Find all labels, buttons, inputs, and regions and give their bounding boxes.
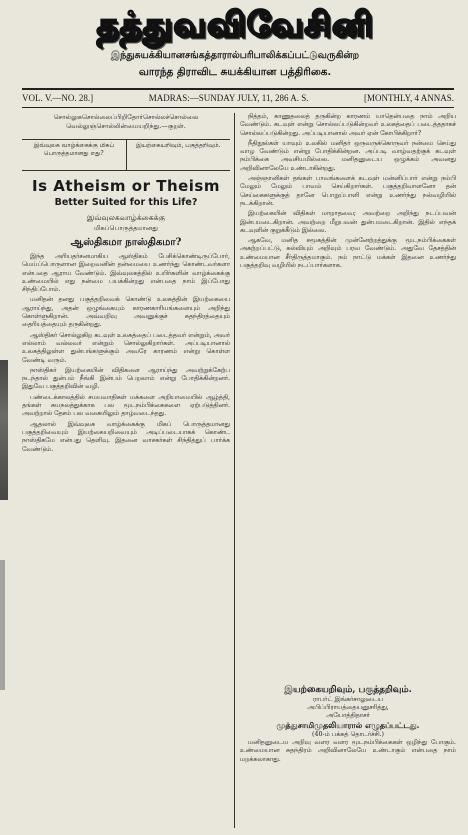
series-header xyxy=(240,685,456,739)
paragraph: மனிதனுடைய அறிவு வளர வளர மூடநம்பிக்கைகள் ஒழிந்து போகும். உண்மையான சுதந்திரம் அறிவினாலேயே உண்டாகும் என்பதை நாம் மறக்கலாகாது. xyxy=(240,739,456,763)
series-line-2: அபிப்பிராயத்தையனுசரித்து, xyxy=(307,704,389,711)
quote-box xyxy=(22,140,230,171)
masthead-subtitle: இந்துசுயக்கியானசங்கத்தாரால்பரிபாலிக்கப்பட்டுவருகின்ற xyxy=(110,50,360,61)
column-divider xyxy=(234,113,235,828)
masthead xyxy=(0,0,468,78)
paragraph: ஆஸ்திகர் சொல்லுகிற கடவுள் உலகத்தைப் படைத்தவர் என்றும், அவர் எல்லாம் வல்லவர் என்றும் சொல்லுகிறார்கள். அப்படியானால் உலகத்திலுள்ள துன்பங்களுக்கும் அவரே காரணம் என்று கொள்ள வேண்டி வரும். xyxy=(22,331,230,364)
quote-box-right: இயற்கையறிவும், பகுத்தறிவும். xyxy=(126,140,231,170)
right-column xyxy=(240,113,456,828)
quote-box-left: இவ்வுலக வாழ்க்கைக்கு மிகப் பொருத்தமானது எது? xyxy=(33,142,114,157)
article-subheading-1: இவ்வுலகவாழ்க்கைக்கு xyxy=(87,213,165,222)
paragraph: அஞ்ஞானிகள் தங்கள் பாவங்களைக் கடவுள் மன்னிப்பார் என்று நம்பி மேலும் மேலும் பாவம் செய்கிறார்கள். பகுத்தறிவாளனோ தன் செய்கைகளுக்குத் தானே பொறுப்பாளி என்று உணர்ந்து நல்வழியில் நடக்கிறான். xyxy=(240,175,456,207)
paragraph: பண்டைக்காலத்தில் சமயவாதிகள் மக்களை அறியாமையில் ஆழ்த்தி, தங்கள் சுயநலத்துக்காக பல மூடநம்பிக்கைகளை ஏற்படுத்தினர். அவற்றால் தேசம் பல வகையிலும் தாழ்வடைந்தது. xyxy=(22,393,230,418)
series-continuation-note: (40-ம் பக்கத் தொடர்ச்சி.) xyxy=(312,731,384,738)
article-subheading-2: மிகப்பொருத்தமானது xyxy=(94,224,158,232)
masthead-tagline: வாரந்த திராவிட சுயக்கியான பத்திரிகை. xyxy=(138,66,332,78)
paragraph: மனிதன் தனது பகுத்தறிவைக் கொண்டு உலகத்தின் இயற்கையை ஆராய்ந்து, அதன் ஒழுங்கையும் காரணகாரியங்களையும் அறிந்து கொள்ளுகிறான். அவ்வறிவு அவனுக்குச் சுதந்திரத்தையும் தைரியத்தையும் தருகின்றது. xyxy=(22,296,230,329)
article-heading: Is Atheism or Theism xyxy=(32,177,220,195)
series-line-1: ராபர்ட் இங்கர்சாலுடைய xyxy=(312,696,384,703)
paragraph: நாஸ்திகர் இயற்கையின் விதிகளை ஆராய்ந்து அவற்றுக்கேற்ப நடந்தால் துன்பம் நீங்கி இன்பம் பெறலாம் என்று போதிக்கின்றனர். இதுவே பகுத்தறிவின் வழி. xyxy=(22,366,230,391)
paragraph: இந்த அரியதர்சனமாகிய ஆஸ்திகம் பேசிக்கொண்டிருப்போர், மெய்ப்பொருளான இறைவனின் தன்மையை உணர்ந்து கொண்டவர்களா என்பதை ஆராய வேண்டும். இவ்வுலகத்தில் உயிர்களின் வாழ்க்கைக்கு உண்மையில் எது நன்மை பயக்கின்றது என்பதை நாம் இப்போது சிந்திப்போம். xyxy=(22,253,230,294)
epigraph: சொல்லுகசொல்லைப்பிறிதோர்சொல்லச்சொல்லை வெல்லுஞ்சொல்லின்மையறிந்து.—குறள். xyxy=(22,113,230,140)
dateline-rule-top xyxy=(22,88,454,90)
masthead-title: தத்துவவிவேசினி xyxy=(96,5,374,45)
scan-edge-mark-lower xyxy=(0,560,5,690)
issue-date: MADRAS:—SUNDAY JULY, 11, 286 A. S. xyxy=(148,93,309,103)
article-heading-continued: Better Suited for this Life? xyxy=(54,197,198,208)
series-title: இயற்கையறிவும், பகுத்தறிவும். xyxy=(284,685,412,695)
left-column xyxy=(22,113,230,828)
paragraph: இயற்கையின் விதிகள் மாறாதவை; அவற்றை அறிந்து நடப்பவன் இன்பமடைகிறான். அவற்றை மீறுபவன் துன்பமடைகிறான். இதில் எந்தக் கடவுளின் குறுக்கீடும் இல்லை. xyxy=(240,210,456,234)
scan-edge-mark xyxy=(0,360,8,500)
paragraph: ஆதலால் இவ்வுலக வாழ்க்கைக்கு மிகப் பொருத்தமானது பகுத்தறிவையும் இயற்கையறிவையும் அடிப்படையாகக் கொண்ட நாஸ்திகமே என்பது தெளிவு. இதனை வாசகர்கள் சிந்தித்துப் பார்க்க வேண்டும். xyxy=(22,420,230,453)
dateline xyxy=(22,91,454,105)
series-author: முத்துசாமிமுதலியாரால் எழுதப்பட்டது. xyxy=(276,720,420,730)
paragraph: நித்தம், காணுதலைத் தருகின்ற காரணம் யாதென்பதை நாம் அறிய வேண்டும். கடவுள் என்று சொல்லப்படுகின்றவர் உலகத்தைப் படைத்ததாகச் சொல்லப்படுகின்றது. அப்படியானால் அவர் ஏன் கோபிக்கிறார்? xyxy=(240,113,456,137)
masthead-title-row xyxy=(70,4,400,50)
paragraph: ஆகவே, மனித சமூகத்தின் முன்னேற்றத்துக்கு மூடநம்பிக்கைகள் அகற்றப்பட்டு, கல்வியும் அறிவும் பரவ வேண்டும். அதுவே தேசத்தின் உண்மையான சீர்திருத்தமாகும். நம் நாட்டு மக்கள் இதனை உணர்ந்து பகுத்தறிவு வழியில் நடப்பார்களாக. xyxy=(240,237,456,270)
article-subheading-3: ஆஸ்திகமா நாஸ்திகமா? xyxy=(70,237,182,248)
left-article-body xyxy=(22,253,230,454)
dateline-rule-bottom xyxy=(22,107,454,108)
paragraph: நீதிநூல்கள் யாவும் உலகில் மனிதர் ஒருவருக்கொருவர் நன்மை செய்து வாழ வேண்டும் என்று போதிக்கின்றன. அப்படி வாழ்வதற்குக் கடவுள் நம்பிக்கை அவசியமில்லை. மனிதனுடைய ஒழுக்கம் அவனது அறிவினாலேயே உண்டாகின்றது. xyxy=(240,139,456,172)
series-line-3: அயோத்திதாசர் xyxy=(326,712,370,719)
right-article-body xyxy=(240,113,456,679)
volume-number: VOL. V.—NO. 28.] xyxy=(22,93,94,103)
price: [MONTHLY, 4 ANNAS. xyxy=(364,93,454,103)
series-body xyxy=(240,739,456,764)
